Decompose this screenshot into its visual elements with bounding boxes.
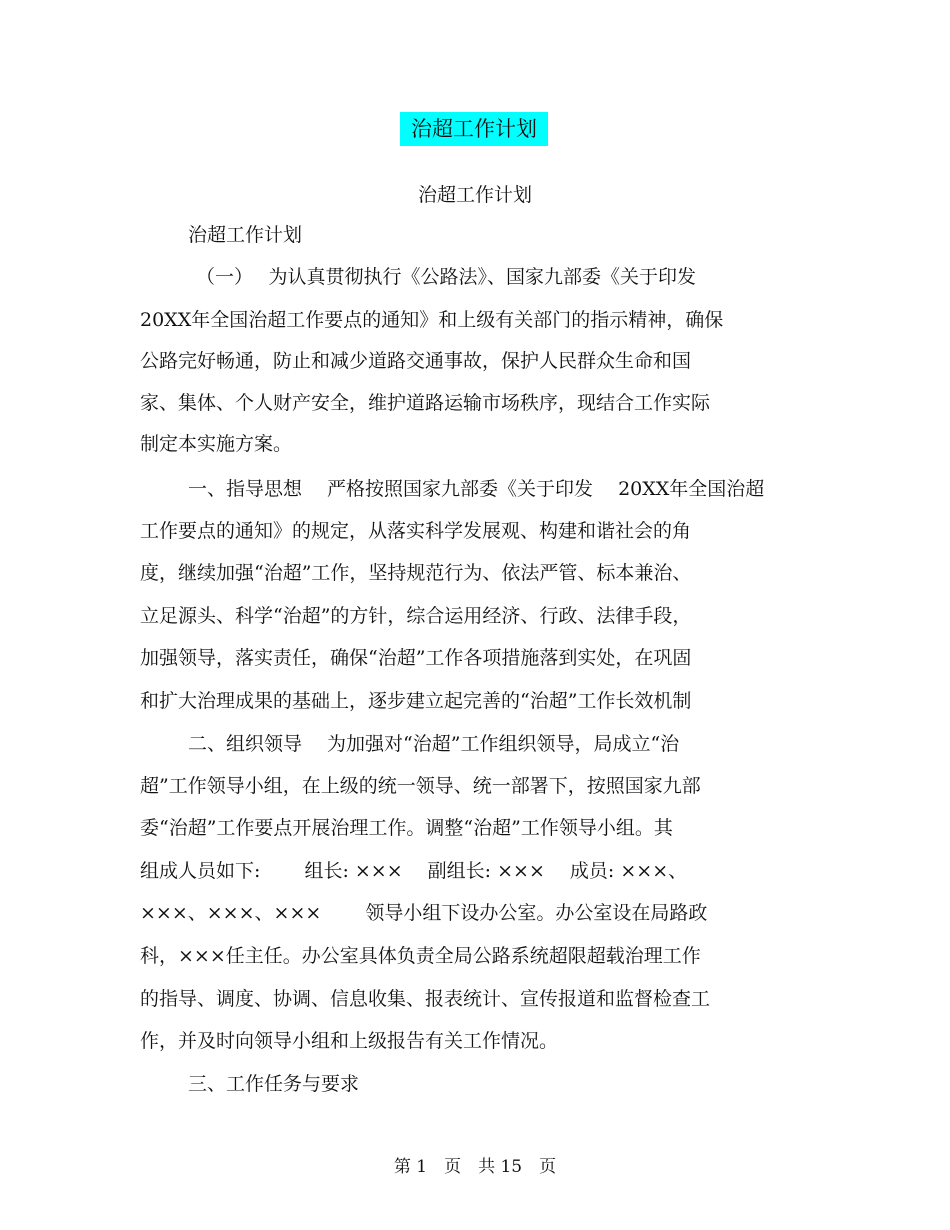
document-subtitle: 治超工作计划 bbox=[417, 184, 532, 206]
body-line: 公路完好畅通，防止和减少道路交通事故，保护人民群众生命和国 bbox=[140, 350, 692, 372]
heading-line: 治超工作计划 bbox=[188, 224, 303, 246]
body-line: 工作要点的通知》的规定，从落实科学发展观、构建和谐社会的角 bbox=[140, 520, 692, 542]
body-line: ×××、×××、××× 领导小组下设办公室。办公室设在局路政 bbox=[140, 902, 708, 924]
body-line: 和扩大治理成果的基础上，逐步建立起完善的“治超”工作长效机制 bbox=[140, 690, 692, 712]
body-line: 20XX年全国治超工作要点的通知》和上级有关部门的指示精神，确保 bbox=[140, 309, 724, 331]
body-line: 二、组织领导 为加强对“治超”工作组织领导，局成立“治 bbox=[188, 733, 680, 755]
body-line: 作，并及时向领导小组和上级报告有关工作情况。 bbox=[140, 1030, 559, 1052]
body-line: 制定本实施方案。 bbox=[140, 433, 293, 455]
body-line: 家、集体、个人财产安全，维护道路运输市场秩序，现结合工作实际 bbox=[140, 392, 711, 414]
body-line: 委“治超”工作要点开展治理工作。调整“治超”工作领导小组。其 bbox=[140, 817, 673, 839]
body-line: （一） 为认真贯彻执行《公路法》、国家九部委《关于印发 bbox=[196, 266, 697, 288]
page-footer: 第 1 页 共 15 页 bbox=[393, 1157, 557, 1177]
body-line: 科，×××任主任。办公室具体负责全局公路系统超限超载治理工作 bbox=[140, 945, 701, 967]
body-line: 度，继续加强“治超”工作，坚持规范行为、依法严管、标本兼治、 bbox=[140, 562, 692, 584]
body-line: 立足源头、科学“治超”的方针，综合运用经济、行政、法律手段， bbox=[140, 605, 692, 627]
section-heading: 三、工作任务与要求 bbox=[188, 1073, 360, 1095]
body-line: 一、指导思想 严格按照国家九部委《关于印发 20XX年全国治超 bbox=[188, 478, 765, 500]
body-line: 加强领导，落实责任，确保“治超”工作各项措施落到实处，在巩固 bbox=[140, 647, 692, 669]
body-line: 的指导、调度、协调、信息收集、报表统计、宣传报道和监督检查工 bbox=[140, 988, 711, 1010]
body-line: 超”工作领导小组，在上级的统一领导、统一部署下，按照国家九部 bbox=[140, 775, 701, 797]
body-line: 组成人员如下: 组长: ××× 副组长: ××× 成员: ×××、 bbox=[140, 860, 688, 882]
document-title: 治超工作计划 bbox=[400, 112, 548, 146]
